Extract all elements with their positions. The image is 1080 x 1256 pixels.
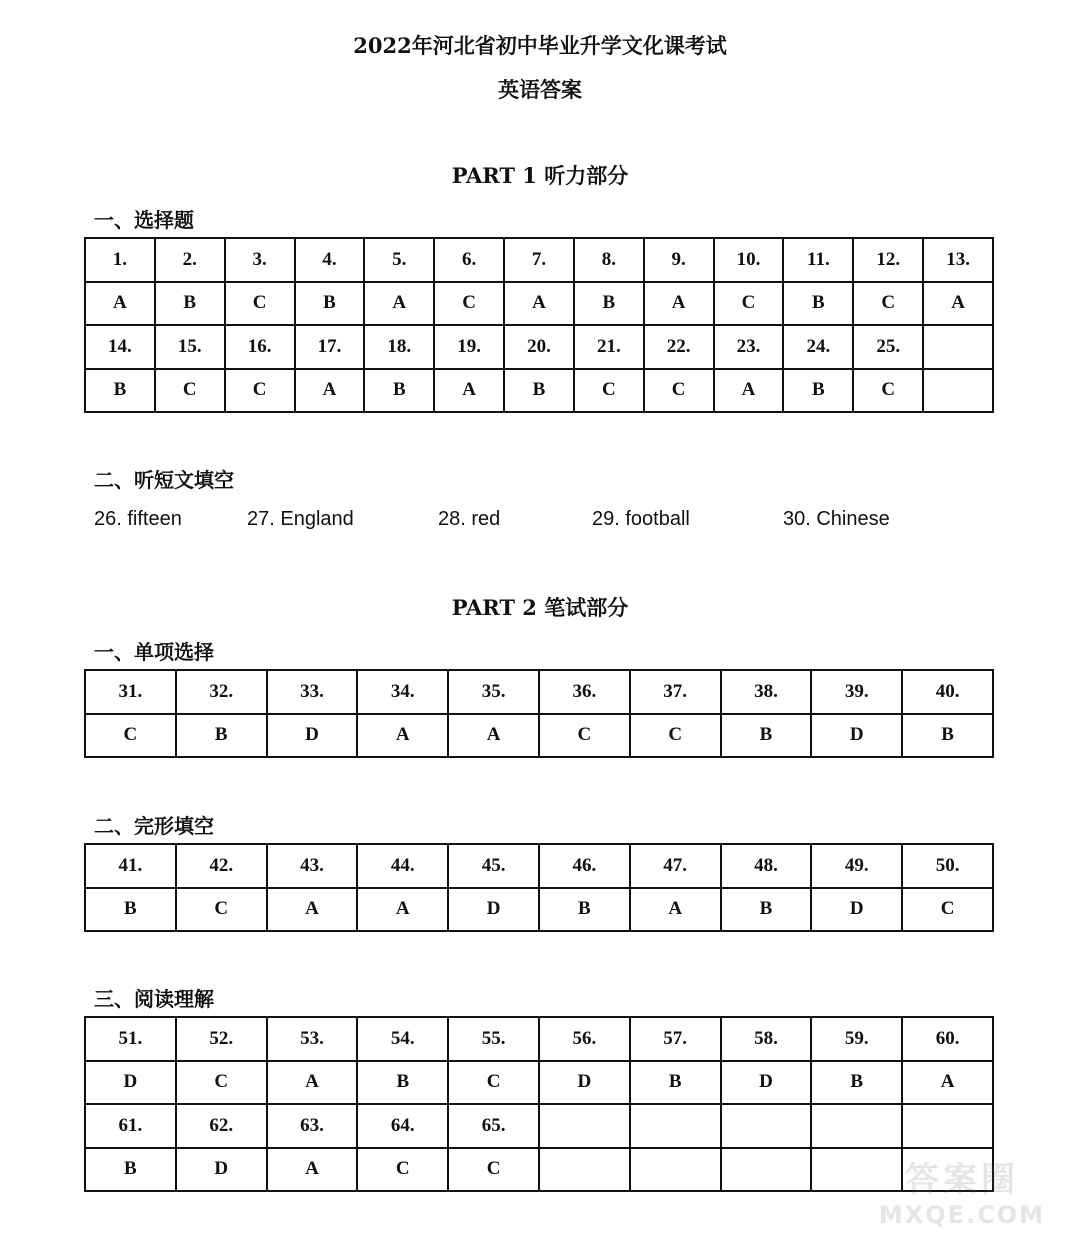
question-number-cell: 60. [902, 1017, 993, 1061]
table-row [85, 325, 993, 369]
question-number-cell: 54. [357, 1017, 448, 1061]
table-row [85, 670, 993, 714]
question-number-cell: 50. [902, 844, 993, 888]
answer-cell: B [783, 369, 853, 413]
table-row [85, 1061, 993, 1105]
answer-cell: C [902, 888, 993, 932]
question-number-cell: 24. [783, 325, 853, 369]
answer-cell [630, 1148, 721, 1192]
answer-cell: C [434, 282, 504, 326]
question-number-cell [811, 1104, 902, 1148]
table-row [85, 238, 993, 282]
table-row [85, 282, 993, 326]
question-number-cell: 22. [644, 325, 714, 369]
fill-answer: 27. England [247, 508, 354, 530]
question-number-cell: 52. [176, 1017, 267, 1061]
answer-cell: A [714, 369, 784, 413]
answer-cell: B [574, 282, 644, 326]
question-number-cell: 42. [176, 844, 267, 888]
question-number-cell: 55. [448, 1017, 539, 1061]
answer-cell: B [630, 1061, 721, 1105]
question-number-cell: 14. [85, 325, 155, 369]
answer-cell: C [448, 1148, 539, 1192]
answer-cell [923, 369, 993, 413]
answer-cell: C [539, 714, 630, 758]
answer-cell: C [225, 369, 295, 413]
question-number-cell: 15. [155, 325, 225, 369]
question-number-cell: 37. [630, 670, 721, 714]
question-number-cell: 46. [539, 844, 630, 888]
question-number-cell: 2. [155, 238, 225, 282]
question-number-cell: 5. [364, 238, 434, 282]
question-number-cell: 32. [176, 670, 267, 714]
answer-cell: C [644, 369, 714, 413]
question-number-cell: 56. [539, 1017, 630, 1061]
answer-cell: C [630, 714, 721, 758]
table-row [85, 888, 993, 932]
answer-cell: A [644, 282, 714, 326]
answer-cell: A [85, 282, 155, 326]
answer-cell: B [902, 714, 993, 758]
answer-cell: A [295, 369, 365, 413]
document-title: 2022年河北省初中毕业升学文化课考试 [353, 33, 727, 58]
answer-cell: C [176, 888, 267, 932]
question-number-cell: 45. [448, 844, 539, 888]
answer-cell: A [267, 1148, 358, 1192]
question-number-cell: 34. [357, 670, 448, 714]
answer-cell: B [364, 369, 434, 413]
table-row [85, 1104, 993, 1148]
question-number-cell: 1. [85, 238, 155, 282]
answer-cell: C [574, 369, 644, 413]
question-number-cell [721, 1104, 812, 1148]
question-number-cell: 38. [721, 670, 812, 714]
question-number-cell: 23. [714, 325, 784, 369]
table-row [85, 1017, 993, 1061]
answer-cell: C [176, 1061, 267, 1105]
question-number-cell: 43. [267, 844, 358, 888]
answer-cell: D [811, 714, 902, 758]
table-row [85, 714, 993, 758]
question-number-cell: 57. [630, 1017, 721, 1061]
question-number-cell: 13. [923, 238, 993, 282]
question-number-cell: 21. [574, 325, 644, 369]
answer-cell: C [85, 714, 176, 758]
part2-section2-heading: 二、完形填空 [94, 814, 214, 838]
question-number-cell: 17. [295, 325, 365, 369]
answer-cell: B [295, 282, 365, 326]
part1-section1-heading: 一、选择题 [94, 208, 194, 232]
question-number-cell: 31. [85, 670, 176, 714]
table-row [85, 844, 993, 888]
question-number-cell: 47. [630, 844, 721, 888]
question-number-cell: 4. [295, 238, 365, 282]
answer-cell: A [923, 282, 993, 326]
answer-cell: A [267, 1061, 358, 1105]
answer-cell: B [85, 369, 155, 413]
question-number-cell: 3. [225, 238, 295, 282]
answer-cell: C [225, 282, 295, 326]
question-number-cell [630, 1104, 721, 1148]
answer-cell: B [85, 888, 176, 932]
answer-cell: D [267, 714, 358, 758]
fill-answer: 30. Chinese [783, 508, 890, 530]
document-subtitle: 英语答案 [498, 77, 582, 102]
question-number-cell: 41. [85, 844, 176, 888]
answer-cell: D [176, 1148, 267, 1192]
listening-fill-answers [94, 508, 994, 534]
question-number-cell: 65. [448, 1104, 539, 1148]
question-number-cell: 40. [902, 670, 993, 714]
question-number-cell: 12. [853, 238, 923, 282]
listening-choice-answer-table [84, 237, 994, 413]
answer-cell [721, 1148, 812, 1192]
answer-cell: C [155, 369, 225, 413]
answer-cell: B [85, 1148, 176, 1192]
watermark-logo-text: 答案圈 [905, 1160, 1019, 1200]
part2-heading: PART 2 笔试部分 [451, 595, 629, 620]
question-number-cell: 33. [267, 670, 358, 714]
answer-cell: A [357, 888, 448, 932]
question-number-cell: 51. [85, 1017, 176, 1061]
question-number-cell: 20. [504, 325, 574, 369]
answer-cell: C [853, 282, 923, 326]
answer-cell [539, 1148, 630, 1192]
answer-cell: C [853, 369, 923, 413]
part2-section3-heading: 三、阅读理解 [94, 987, 214, 1011]
question-number-cell [923, 325, 993, 369]
answer-cell: C [357, 1148, 448, 1192]
question-number-cell: 39. [811, 670, 902, 714]
question-number-cell: 59. [811, 1017, 902, 1061]
question-number-cell: 61. [85, 1104, 176, 1148]
question-number-cell: 64. [357, 1104, 448, 1148]
part2-section1-heading: 一、单项选择 [94, 640, 214, 664]
answer-cell: A [902, 1061, 993, 1105]
table-row [85, 369, 993, 413]
fill-answer: 29. football [592, 508, 690, 530]
site-watermark [862, 1160, 1062, 1240]
part1-section2-heading: 二、听短文填空 [94, 468, 234, 492]
answer-cell: D [721, 1061, 812, 1105]
answer-cell: B [357, 1061, 448, 1105]
reading-answer-table [84, 1016, 994, 1192]
answer-cell: A [630, 888, 721, 932]
answer-cell: A [267, 888, 358, 932]
fill-answer: 26. fifteen [94, 508, 182, 530]
answer-cell: C [448, 1061, 539, 1105]
answer-cell: C [714, 282, 784, 326]
answer-cell: A [364, 282, 434, 326]
question-number-cell: 19. [434, 325, 504, 369]
question-number-cell: 58. [721, 1017, 812, 1061]
answer-cell: A [504, 282, 574, 326]
question-number-cell: 63. [267, 1104, 358, 1148]
answer-cell: B [811, 1061, 902, 1105]
part1-heading: PART 1 听力部分 [451, 163, 629, 188]
answer-cell: B [504, 369, 574, 413]
question-number-cell: 16. [225, 325, 295, 369]
fill-answer: 28. red [438, 508, 501, 530]
answer-cell: B [783, 282, 853, 326]
question-number-cell [902, 1104, 993, 1148]
question-number-cell: 10. [714, 238, 784, 282]
answer-cell: B [155, 282, 225, 326]
answer-cell: B [539, 888, 630, 932]
question-number-cell: 7. [504, 238, 574, 282]
question-number-cell: 53. [267, 1017, 358, 1061]
answer-cell: D [448, 888, 539, 932]
answer-cell: D [539, 1061, 630, 1105]
watermark-url: MXQE.COM [878, 1201, 1046, 1229]
table-row [85, 1148, 993, 1192]
answer-cell: A [434, 369, 504, 413]
question-number-cell: 18. [364, 325, 434, 369]
answer-cell: A [357, 714, 448, 758]
question-number-cell: 8. [574, 238, 644, 282]
single-choice-answer-table [84, 669, 994, 758]
question-number-cell: 62. [176, 1104, 267, 1148]
question-number-cell: 49. [811, 844, 902, 888]
question-number-cell: 44. [357, 844, 448, 888]
question-number-cell [539, 1104, 630, 1148]
question-number-cell: 36. [539, 670, 630, 714]
answer-cell: D [85, 1061, 176, 1105]
answer-cell: B [176, 714, 267, 758]
question-number-cell: 48. [721, 844, 812, 888]
answer-cell: B [721, 888, 812, 932]
question-number-cell: 25. [853, 325, 923, 369]
answer-cell: D [811, 888, 902, 932]
answer-cell: A [448, 714, 539, 758]
question-number-cell: 11. [783, 238, 853, 282]
question-number-cell: 9. [644, 238, 714, 282]
question-number-cell: 6. [434, 238, 504, 282]
cloze-answer-table [84, 843, 994, 932]
answer-cell: B [721, 714, 812, 758]
question-number-cell: 35. [448, 670, 539, 714]
